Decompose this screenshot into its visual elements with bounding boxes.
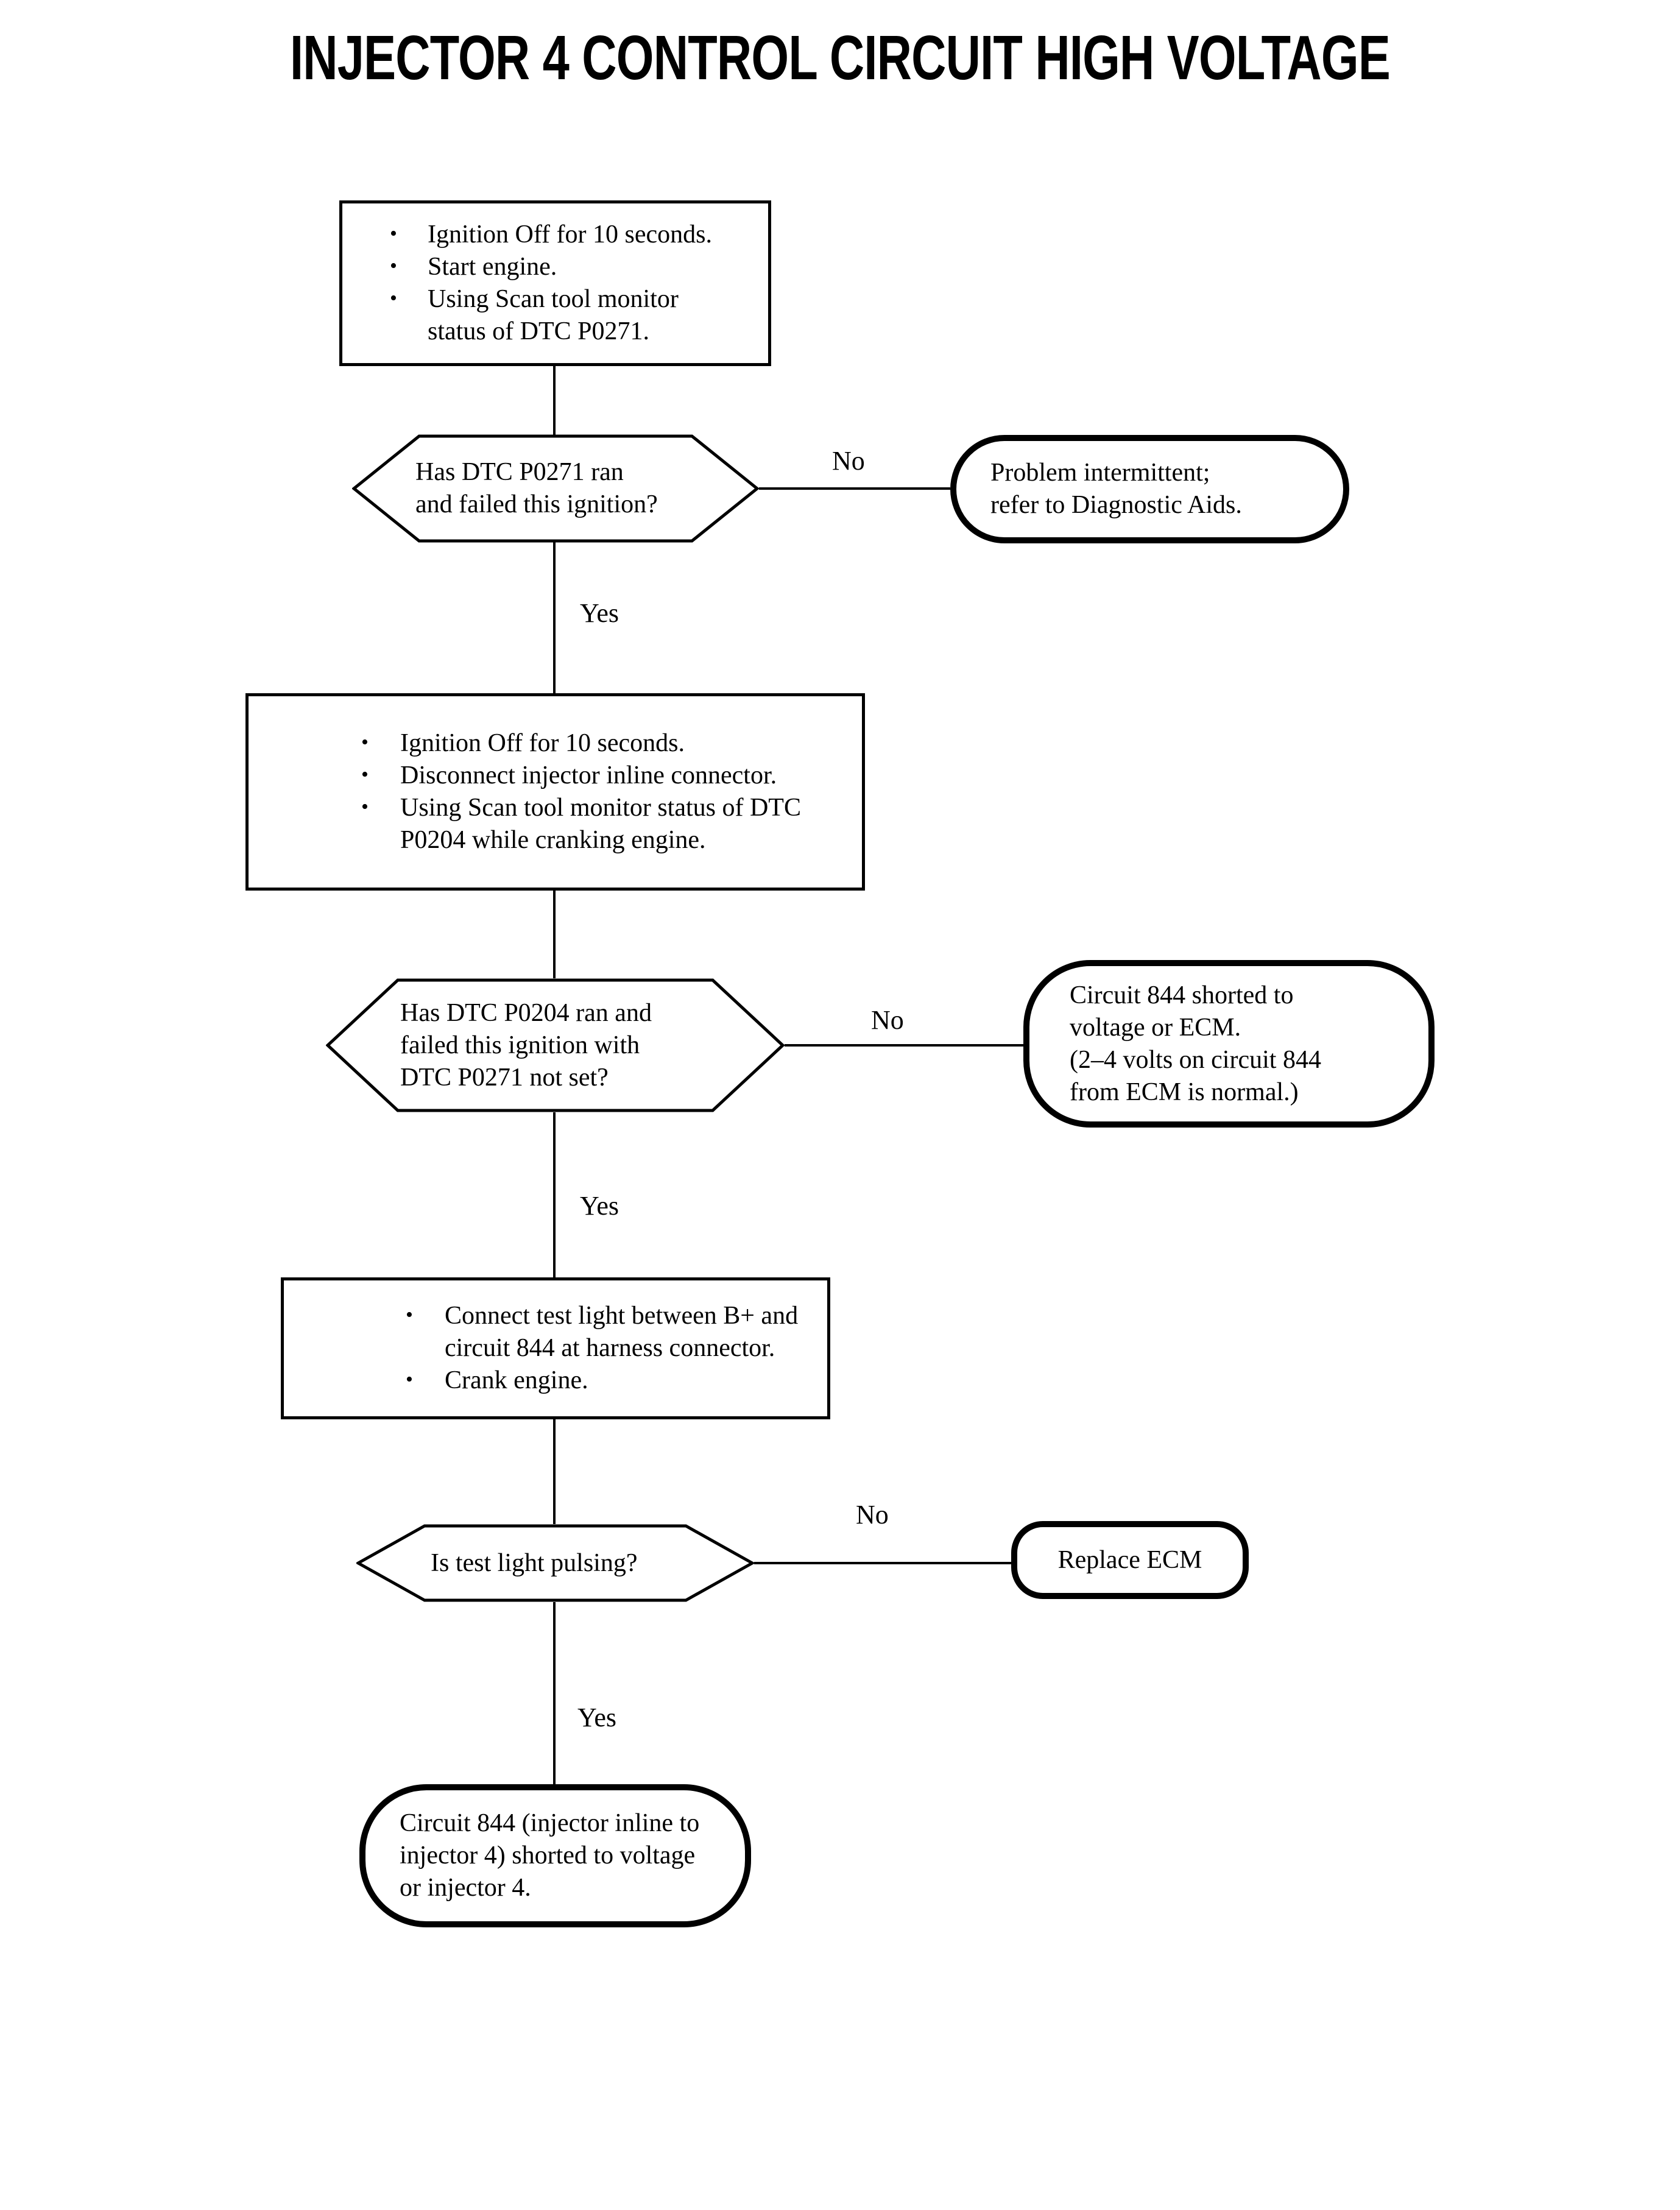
terminal-replace-ecm: Replace ECM: [1011, 1521, 1249, 1599]
decision-dtc-p0271-ran: Has DTC P0271 ran and failed this ignition?: [352, 434, 759, 543]
bullet-icon: •: [390, 255, 397, 277]
connector-step2-decision2: [553, 891, 556, 978]
list-item: • Crank engine.: [406, 1364, 827, 1397]
edge-label-yes-3: Yes: [577, 1703, 617, 1732]
step-2-bullet-list: [249, 727, 862, 856]
connector-step3-decision3: [553, 1419, 556, 1524]
step-box-1: [339, 200, 771, 366]
list-item: • Ignition Off for 10 seconds.: [361, 727, 862, 760]
page-title: INJECTOR 4 CONTROL CIRCUIT HIGH VOLTAGE: [290, 23, 1390, 93]
connector-decision3-no: [754, 1562, 1011, 1564]
decision-test-light-pulsing: Is test light pulsing?: [356, 1524, 754, 1602]
terminal-circuit-844-shorted: Circuit 844 shorted to voltage or ECM. (2–4 volts on circuit 844 from ECM is normal.): [1023, 960, 1435, 1128]
edge-label-yes-1: Yes: [580, 598, 619, 628]
bullet-icon: •: [406, 1304, 413, 1326]
list-item: • Ignition Off for 10 seconds.: [390, 219, 768, 251]
edge-label-no-2: No: [871, 1005, 904, 1035]
edge-label-no-3: No: [856, 1500, 889, 1530]
decision-dtc-p0204-ran: Has DTC P0204 ran and failed this ignition with DTC P0271 not set?: [326, 978, 785, 1112]
terminal-circuit-844-injector-shorted: Circuit 844 (injector inline to injector 4) shorted to voltage or injector 4.: [359, 1784, 751, 1927]
edge-label-no-1: No: [832, 446, 865, 476]
connector-decision1-no: [759, 487, 950, 490]
connector-decision1-yes: [553, 542, 556, 693]
connector-step1-decision1: [553, 365, 556, 436]
bullet-icon: •: [390, 222, 397, 245]
terminal-problem-intermittent: Problem intermittent; refer to Diagnostic Aids.: [950, 435, 1349, 543]
connector-decision2-yes: [553, 1112, 556, 1277]
connector-decision2-no: [785, 1044, 1023, 1047]
bullet-icon: •: [361, 763, 369, 786]
edge-label-yes-2: Yes: [580, 1191, 619, 1221]
bullet-icon: •: [406, 1368, 413, 1391]
step-box-2: [245, 693, 865, 891]
step-3-bullet-list: [284, 1300, 827, 1397]
step-box-3: [281, 1277, 830, 1419]
list-item: • Disconnect injector inline connector.: [361, 760, 862, 792]
list-item: • Using Scan tool monitor status of DTC P0271.: [390, 283, 768, 348]
bullet-icon: •: [361, 731, 369, 754]
bullet-icon: •: [361, 796, 369, 818]
step-1-bullet-list: [342, 219, 768, 348]
list-item: • Using Scan tool monitor status of DTC P0204 while cranking engine.: [361, 792, 862, 856]
bullet-icon: •: [390, 287, 397, 309]
list-item: • Connect test light between B+ and circuit 844 at harness connector.: [406, 1300, 827, 1364]
connector-decision3-yes: [553, 1602, 556, 1784]
list-item: • Start engine.: [390, 251, 768, 283]
